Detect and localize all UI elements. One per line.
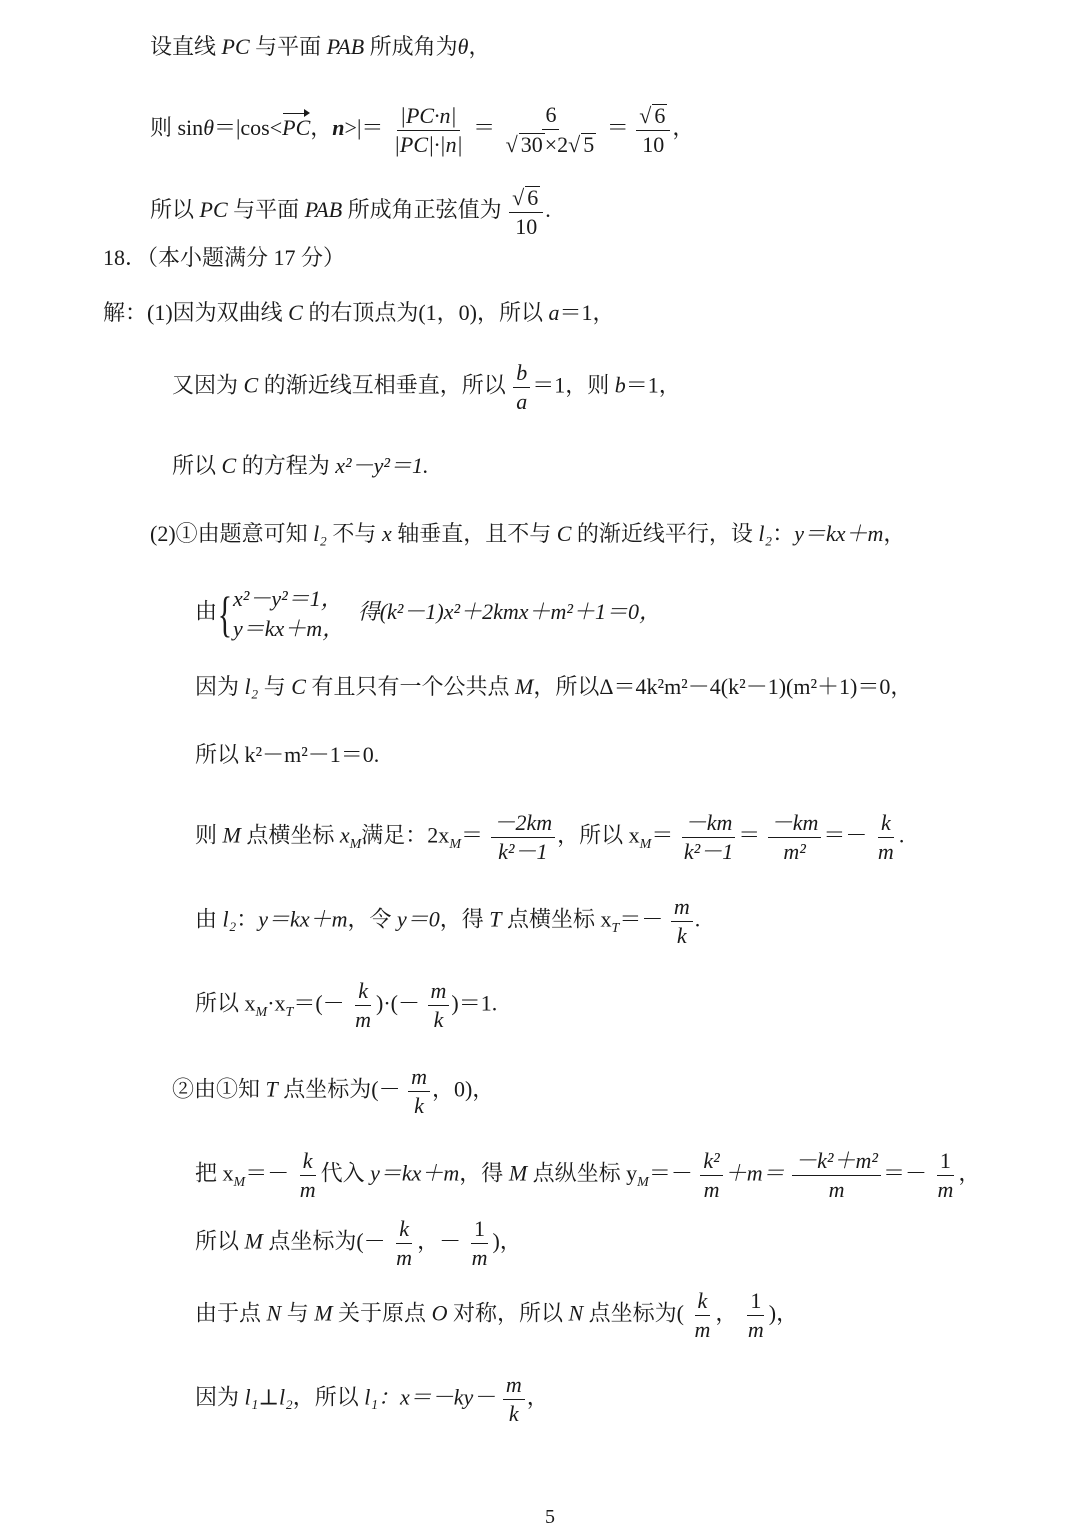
product-line: 所以 $x_M\cdot x_T=(-$ $\frac{k}{m}$ )·(－ $\frac{m}{k}$ )＝1. — [195, 978, 498, 1032]
relation-line: 所以 k²－m²－1＝0. — [195, 742, 380, 767]
ym-line: 把 $x_M=-$ $\frac{k}{m}$ 代入 y＝kx＋m，得 M 点纵坐标 $y_M=-$ $\frac{\text{k²}}{m}$ ＋m＝ $\frac{\text{－k²＋m²}}{m}$ ＝－ $\frac{1}{m}$ ， — [195, 1148, 981, 1202]
perpendicular-icon: ⊥ — [258, 1384, 279, 1410]
part2-intro: (2)①由题意可知 l₂ 不与 x 轴垂直，且不与 C 的渐近线平行，设 l₂：y＝kx＋m， — [150, 521, 906, 546]
page-number: 5 — [545, 1506, 555, 1528]
m-point-line: 所以 M 点坐标为(－ $\frac{k}{m}$ ，－ $\frac{1}{m}$ )， — [195, 1216, 522, 1270]
discriminant-line: 因为 l₂ 与 C 有且只有一个公共点 M，所以Δ＝4k²m²－4(k²－1)(m²＋1)＝0， — [195, 674, 913, 699]
left-brace-icon: { — [217, 585, 233, 642]
vector-pc: PC — [282, 115, 311, 141]
equation-line: 所以 C 的方程为 x²－y²＝1. — [172, 453, 429, 478]
system-line: 由{ x²－y²＝1， y＝kx＋m， 得(k²－1)x²＋2kmx＋m²＋1＝0， — [195, 585, 661, 642]
text-line-1: 设直线 PC 与平面 PAB 所成角为θ， — [150, 34, 491, 59]
sine-formula-line: 则 sinθ＝|cos<PC，n>|＝ $\frac{|PC\cdot n|}{|PC|\cdot|n|}$ ＝ $\frac{6}{√ 30\times 2√ 5}$ ＝ $\frac{√ 6}{10}$ ， — [150, 102, 695, 157]
xm-line: 则 M 点横坐标 $x_M$满足：$2x_M=$ $\frac{-2km}{\text{k²－1}}$ ，所以 $x_M=$ $\frac{-km}{\text{k²－1}}$ ＝ $\frac{-km}{\text{m²}}$ ＝－ $\frac{k}{m}$ . — [195, 810, 905, 864]
equation-system: x²－y²＝1， y＝kx＋m， — [233, 586, 345, 641]
conclusion-line: 所以 PC 与平面 PAB 所成角正弦值为 $\frac{√ 6}{10}$ . — [150, 185, 551, 239]
n-point-line: 由于点 N 与 M 关于原点 O 对称，所以 N 点坐标为( $\frac{k}{m}$ ， $\frac{1}{m}$ )， — [195, 1288, 799, 1342]
t-point-line: ②由①知 T 点坐标为(－ $\frac{m}{k}$ ，0)， — [172, 1064, 495, 1118]
fraction-b-over-a: $\frac{b}{a}$ — [513, 362, 530, 413]
fraction-dot-product: $\frac{|PC\cdot n|}{|PC|\cdot|n|}$ — [393, 102, 463, 157]
l1-line: 因为 l₁⊥l₂，所以 l₁：x＝－ky－ $\frac{m}{k}$ ， — [195, 1372, 549, 1426]
problem-heading: 18．（本小题满分 17 分） — [103, 245, 346, 270]
solution-part1: 解：(1)因为双曲线 C 的右顶点为(1，0)，所以 a＝1， — [103, 300, 615, 325]
asymptote-line: 又因为 C 的渐近线互相垂直，所以 $\frac{b}{a}$ ＝1，则 b＝1， — [172, 360, 681, 414]
fraction-sine-value: $\frac{√ 6}{10}$ — [509, 186, 543, 238]
fraction-numeric: $\frac{6}{√ 30\times 2√ 5}$ — [505, 102, 595, 157]
xt-line: 由 l₂：y＝kx＋m，令 y＝0，得 T 点横坐标 $x_T=-$ $\frac{m}{k}$ . — [195, 894, 701, 948]
fraction-result: $\frac{√ 6}{10}$ — [636, 104, 670, 156]
